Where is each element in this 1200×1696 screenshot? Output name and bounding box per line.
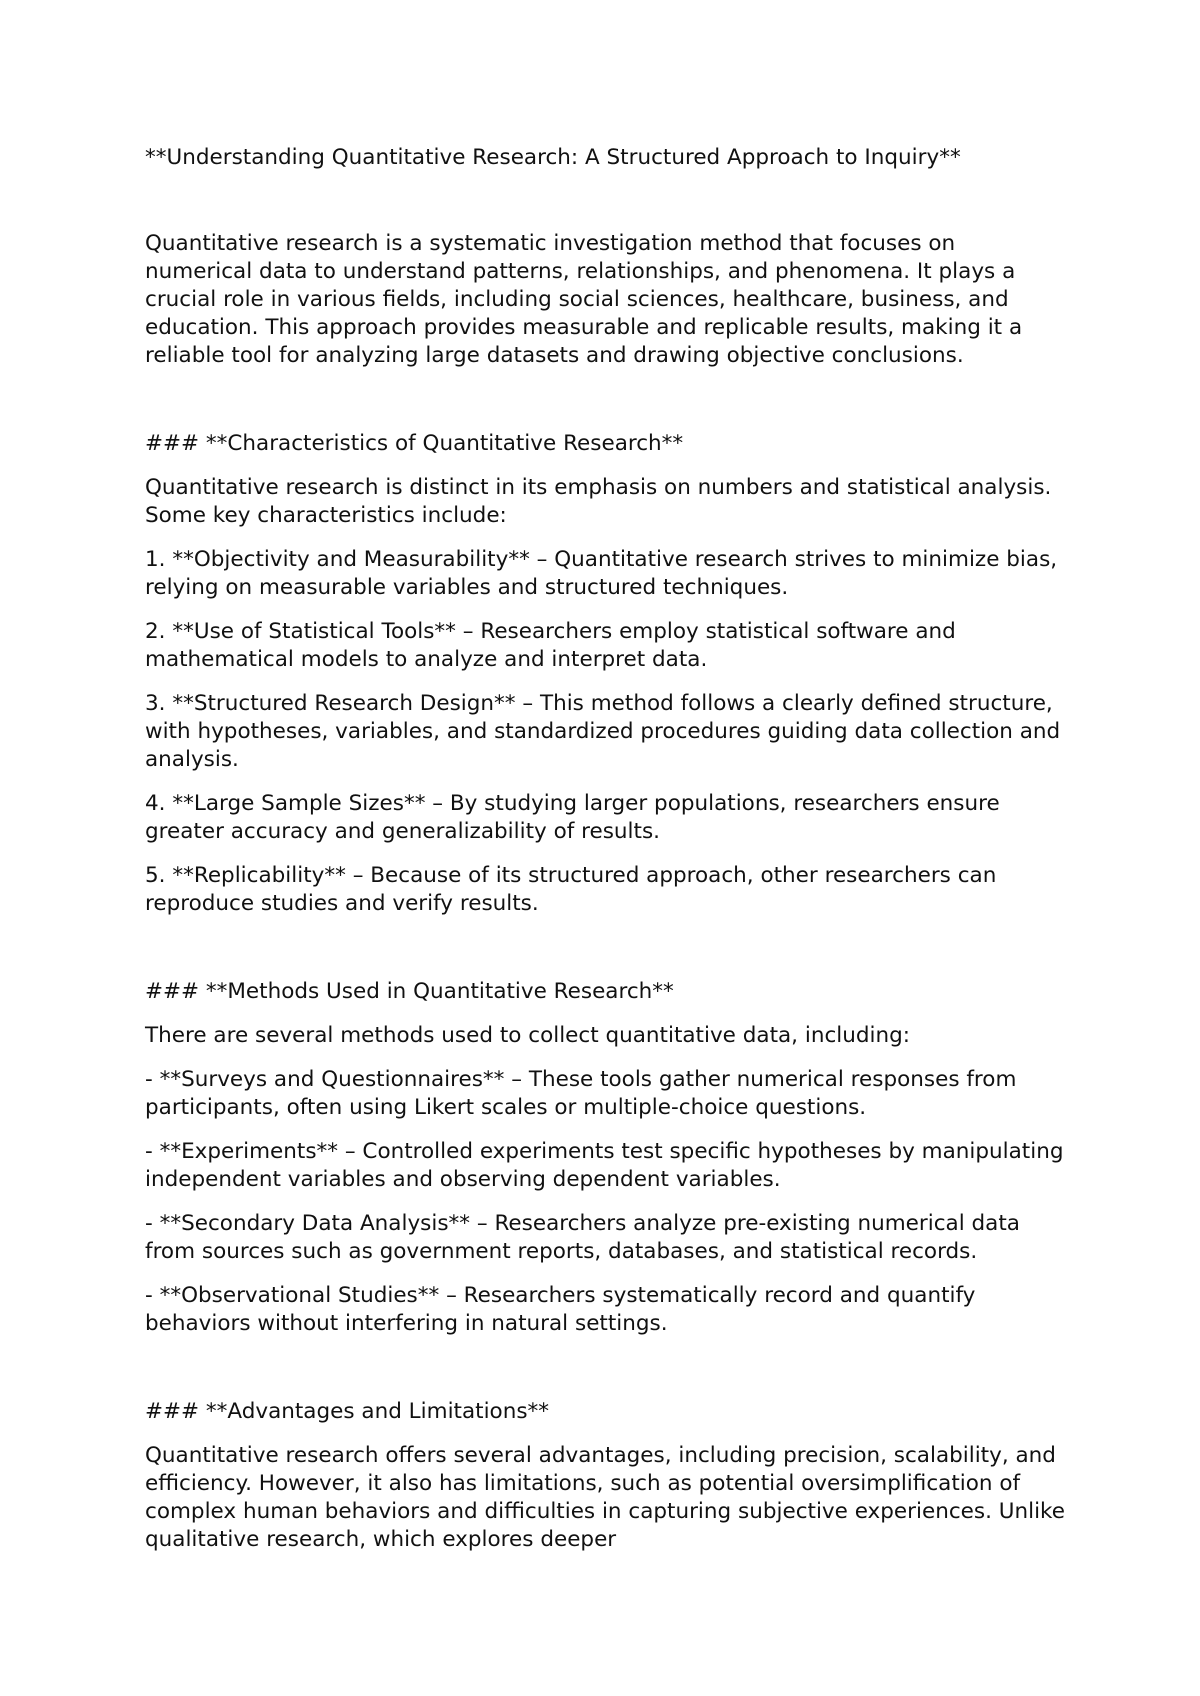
list-item: 2. **Use of Statistical Tools** – Researchers employ statistical software and mathematical models to analyze and interpret data. bbox=[145, 619, 956, 672]
section-paragraph-advantages: Quantitative research offers several advantages, including precision, scalability, and efficiency. However, it also has limitations, such as potential oversimplification of complex human behaviors and difficulties in capturing subjective experiences. Unlike qualitative research, which explores deeper bbox=[145, 1443, 1065, 1552]
list-item: 5. **Replicability** – Because of its structured approach, other researchers can reproduce studies and verify results. bbox=[145, 863, 997, 916]
section-paragraph-characteristics: Quantitative research is distinct in its emphasis on numbers and statistical analysis. Some key characteristics include: bbox=[145, 475, 1052, 528]
document-title: **Understanding Quantitative Research: A Structured Approach to Inquiry** bbox=[145, 145, 961, 170]
list-item: - **Observational Studies** – Researchers systematically record and quantify behaviors without interfering in natural settings. bbox=[145, 1283, 976, 1336]
list-item: - **Experiments** – Controlled experiments test specific hypotheses by manipulating independent variables and observing dependent variables. bbox=[145, 1139, 1064, 1192]
section-heading-methods: ### **Methods Used in Quantitative Research** bbox=[145, 979, 674, 1004]
list-item: 1. **Objectivity and Measurability** – Quantitative research strives to minimize bias, relying on measurable variables and structured techniques. bbox=[145, 547, 1058, 600]
list-item: - **Secondary Data Analysis** – Researchers analyze pre-existing numerical data from sources such as government reports, databases, and statistical records. bbox=[145, 1211, 1020, 1264]
section-paragraph-methods: There are several methods used to collect quantitative data, including: bbox=[145, 1023, 911, 1048]
section-heading-characteristics: ### **Characteristics of Quantitative Research** bbox=[145, 431, 684, 456]
list-item: 3. **Structured Research Design** – This method follows a clearly defined structure, with hypotheses, variables, and standardized procedures guiding data collection and analysis. bbox=[145, 691, 1061, 772]
document-body bbox=[145, 144, 1065, 1570]
list-item: 4. **Large Sample Sizes** – By studying larger populations, researchers ensure greater accuracy and generalizability of results. bbox=[145, 791, 1000, 844]
section-heading-advantages: ### **Advantages and Limitations** bbox=[145, 1399, 550, 1424]
list-item: - **Surveys and Questionnaires** – These tools gather numerical responses from participants, often using Likert scales or multiple-choice questions. bbox=[145, 1067, 1017, 1120]
intro-paragraph: Quantitative research is a systematic investigation method that focuses on numerical data to understand patterns, relationships, and phenomena. It plays a crucial role in various fields, including social sciences, healthcare, business, and education. This approach provides measurable and replicable results, making it a reliable tool for analyzing large datasets and drawing objective conclusions. bbox=[145, 231, 1023, 368]
